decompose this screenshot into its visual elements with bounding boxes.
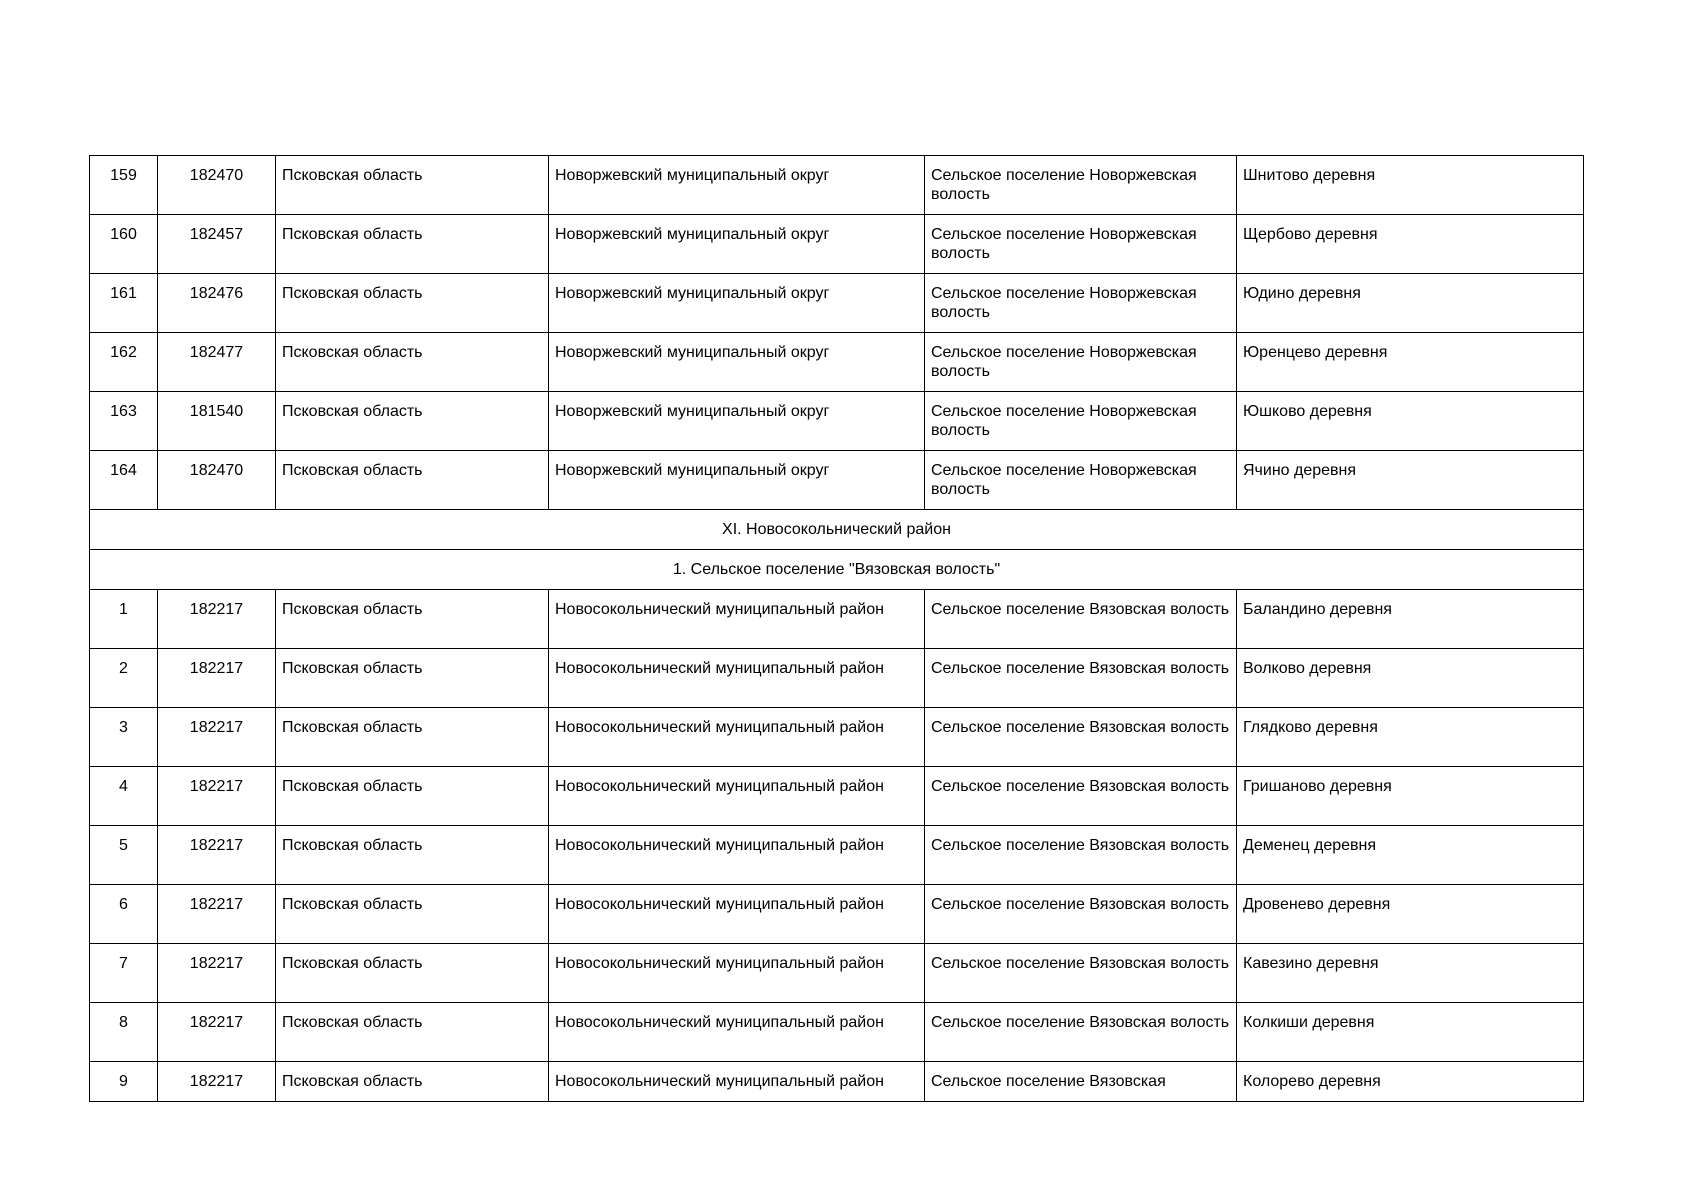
district-name: Новоржевский муниципальный округ — [549, 333, 925, 392]
district-name: Новосокольнический муниципальный район — [549, 826, 925, 885]
settlement-name: Сельское поселение Вязовская волость — [925, 708, 1237, 767]
postal-index: 182470 — [158, 156, 276, 215]
table-row — [90, 885, 1584, 944]
postal-index: 182217 — [158, 767, 276, 826]
region-name: Псковская область — [276, 767, 549, 826]
locality-name: Шнитово деревня — [1237, 156, 1584, 215]
region-name: Псковская область — [276, 215, 549, 274]
district-name: Новосокольнический муниципальный район — [549, 708, 925, 767]
rows-after-section — [90, 590, 1584, 1102]
region-name: Псковская область — [276, 274, 549, 333]
locality-name: Колорево деревня — [1237, 1062, 1584, 1102]
region-name: Псковская область — [276, 826, 549, 885]
row-number: 163 — [90, 392, 158, 451]
settlement-name: Сельское поселение Вязовская волость — [925, 1003, 1237, 1062]
postal-index: 182477 — [158, 333, 276, 392]
region-name: Псковская область — [276, 649, 549, 708]
row-number: 162 — [90, 333, 158, 392]
region-name: Псковская область — [276, 156, 549, 215]
settlement-name: Сельское поселение Новоржевская волость — [925, 274, 1237, 333]
settlement-name: Сельское поселение Новоржевская волость — [925, 451, 1237, 510]
postal-index: 182457 — [158, 215, 276, 274]
district-name: Новоржевский муниципальный округ — [549, 215, 925, 274]
row-number: 1 — [90, 590, 158, 649]
district-name: Новосокольнический муниципальный район — [549, 1062, 925, 1102]
district-name: Новоржевский муниципальный округ — [549, 274, 925, 333]
settlements-table — [89, 155, 1584, 1102]
district-name: Новосокольнический муниципальный район — [549, 767, 925, 826]
settlement-name: Сельское поселение Вязовская волость — [925, 885, 1237, 944]
region-name: Псковская область — [276, 1062, 549, 1102]
table-row — [90, 767, 1584, 826]
locality-name: Юренцево деревня — [1237, 333, 1584, 392]
table-row — [90, 826, 1584, 885]
locality-name: Волково деревня — [1237, 649, 1584, 708]
section-headers — [90, 510, 1584, 590]
subsection-title: 1. Сельское поселение "Вязовская волость" — [90, 550, 1584, 590]
row-number: 9 — [90, 1062, 158, 1102]
table-row — [90, 1062, 1584, 1102]
locality-name: Юдино деревня — [1237, 274, 1584, 333]
table-row — [90, 392, 1584, 451]
settlement-name: Сельское поселение Вязовская — [925, 1062, 1237, 1102]
locality-name: Ячино деревня — [1237, 451, 1584, 510]
row-number: 160 — [90, 215, 158, 274]
subsection-row — [90, 550, 1584, 590]
district-name: Новосокольнический муниципальный район — [549, 649, 925, 708]
row-number: 2 — [90, 649, 158, 708]
locality-name: Щербово деревня — [1237, 215, 1584, 274]
postal-index: 182217 — [158, 590, 276, 649]
settlement-name: Сельское поселение Вязовская волость — [925, 767, 1237, 826]
row-number: 6 — [90, 885, 158, 944]
row-number: 3 — [90, 708, 158, 767]
district-name: Новоржевский муниципальный округ — [549, 156, 925, 215]
region-name: Псковская область — [276, 392, 549, 451]
district-name: Новосокольнический муниципальный район — [549, 885, 925, 944]
region-name: Псковская область — [276, 333, 549, 392]
section-title: XI. Новосокольнический район — [90, 510, 1584, 550]
region-name: Псковская область — [276, 590, 549, 649]
region-name: Псковская область — [276, 1003, 549, 1062]
table-row — [90, 156, 1584, 215]
locality-name: Юшково деревня — [1237, 392, 1584, 451]
row-number: 4 — [90, 767, 158, 826]
postal-index: 182217 — [158, 708, 276, 767]
postal-index: 182217 — [158, 826, 276, 885]
locality-name: Гришаново деревня — [1237, 767, 1584, 826]
region-name: Псковская область — [276, 451, 549, 510]
locality-name: Кавезино деревня — [1237, 944, 1584, 1003]
settlement-name: Сельское поселение Новоржевская волость — [925, 156, 1237, 215]
table-row — [90, 333, 1584, 392]
table-row — [90, 649, 1584, 708]
rows-before-section — [90, 156, 1584, 510]
postal-index: 182217 — [158, 944, 276, 1003]
postal-index: 182217 — [158, 649, 276, 708]
district-name: Новоржевский муниципальный округ — [549, 451, 925, 510]
table-row — [90, 1003, 1584, 1062]
locality-name: Баландино деревня — [1237, 590, 1584, 649]
postal-index: 182476 — [158, 274, 276, 333]
postal-index: 182217 — [158, 1062, 276, 1102]
row-number: 161 — [90, 274, 158, 333]
locality-name: Колкиши деревня — [1237, 1003, 1584, 1062]
table-row — [90, 708, 1584, 767]
settlement-name: Сельское поселение Вязовская волость — [925, 649, 1237, 708]
district-name: Новоржевский муниципальный округ — [549, 392, 925, 451]
district-name: Новосокольнический муниципальный район — [549, 944, 925, 1003]
region-name: Псковская область — [276, 885, 549, 944]
table-row — [90, 274, 1584, 333]
table-row — [90, 944, 1584, 1003]
region-name: Псковская область — [276, 944, 549, 1003]
settlement-name: Сельское поселение Новоржевская волость — [925, 333, 1237, 392]
section-row — [90, 510, 1584, 550]
table-row — [90, 215, 1584, 274]
row-number: 159 — [90, 156, 158, 215]
district-name: Новосокольнический муниципальный район — [549, 1003, 925, 1062]
row-number: 7 — [90, 944, 158, 1003]
region-name: Псковская область — [276, 708, 549, 767]
table-row — [90, 590, 1584, 649]
postal-index: 182217 — [158, 1003, 276, 1062]
settlement-name: Сельское поселение Новоржевская волость — [925, 392, 1237, 451]
postal-index: 182217 — [158, 885, 276, 944]
row-number: 8 — [90, 1003, 158, 1062]
row-number: 5 — [90, 826, 158, 885]
district-name: Новосокольнический муниципальный район — [549, 590, 925, 649]
locality-name: Дровенево деревня — [1237, 885, 1584, 944]
settlement-name: Сельское поселение Новоржевская волость — [925, 215, 1237, 274]
settlement-name: Сельское поселение Вязовская волость — [925, 590, 1237, 649]
locality-name: Глядково деревня — [1237, 708, 1584, 767]
postal-index: 181540 — [158, 392, 276, 451]
table-row — [90, 451, 1584, 510]
settlement-name: Сельское поселение Вязовская волость — [925, 826, 1237, 885]
row-number: 164 — [90, 451, 158, 510]
locality-name: Деменец деревня — [1237, 826, 1584, 885]
postal-index: 182470 — [158, 451, 276, 510]
settlement-name: Сельское поселение Вязовская волость — [925, 944, 1237, 1003]
